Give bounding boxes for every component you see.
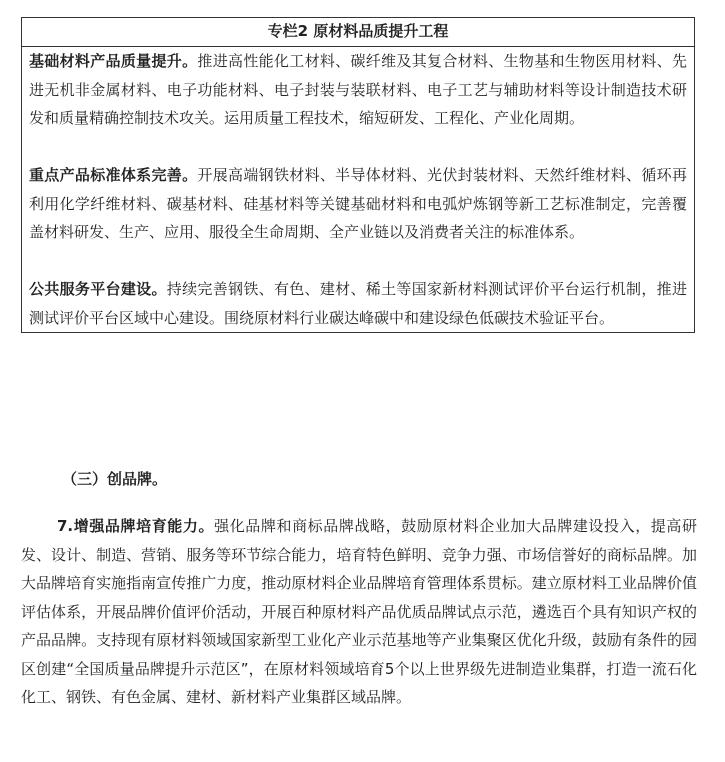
box-title: 专栏2 原材料品质提升工程 (22, 18, 694, 47)
box-item-text: 开展高端钢铁材料、半导体材料、光伏封装材料、天然纤维材料、循环再利用化学纤维材料、碳基材料、硅基材料等关键基础材料和电弧炉炼钢等新工艺标准制定，完善覆盖材料研发、生产、应用、服役全生命周期、全产业链以及消费者关注的标准体系。 (29, 166, 687, 241)
box-item-lead: 重点产品标准体系完善。 (29, 166, 198, 184)
section-heading: （三）创品牌。 (62, 470, 168, 488)
box-item-lead: 基础材料产品质量提升。 (29, 52, 198, 70)
box-item-lead: 公共服务平台建设。 (29, 280, 167, 298)
box-item-text: 推进高性能化工材料、碳纤维及其复合材料、生物基和生物医用材料、先进无机非金属材料、电子功能材料、电子封装与装联材料、电子工艺与辅助材料等设计制造技术研发和质量精确控制技术攻关。运用质量工程技术，缩短研发、工程化、产业化周期。 (29, 52, 687, 127)
box-item-materials-quality (29, 47, 687, 133)
brand-paragraph (21, 512, 697, 712)
box-item-standards (29, 161, 687, 247)
paragraph-lead: 7.增强品牌培育能力。 (57, 517, 215, 535)
box-body (22, 47, 694, 332)
paragraph-text: 强化品牌和商标品牌战略，鼓励原材料企业加大品牌建设投入，提高研发、设计、制造、营销、服务等环节综合能力，培育特色鲜明、竞争力强、市场信誉好的商标品牌。加大品牌培育实施指南宣传推广力度，推动原材料企业品牌培育管理体系贯标。建立原材料工业品牌价值评估体系，开展品牌价值评价活动，开展百种原材料产品优质品牌试点示范，遴选百个具有知识产权的产品品牌。支持现有原材料领域国家新型工业化产业示范基地等产业集聚区优化升级，鼓励有条件的园区创建“全国质量品牌提升示范区”，在原材料领域培育5个以上世界级先进制造业集群，打造一流石化化工、钢铁、有色金属、建材、新材料产业集群区域品牌。 (21, 517, 697, 706)
box-item-public-service (29, 275, 687, 332)
special-column-box (21, 17, 695, 333)
box-item-text: 持续完善钢铁、有色、建材、稀土等国家新材料测试评价平台运行机制，推进测试评价平台区域中心建设。围绕原材料行业碳达峰碳中和建设绿色低碳技术验证平台。 (29, 280, 687, 327)
